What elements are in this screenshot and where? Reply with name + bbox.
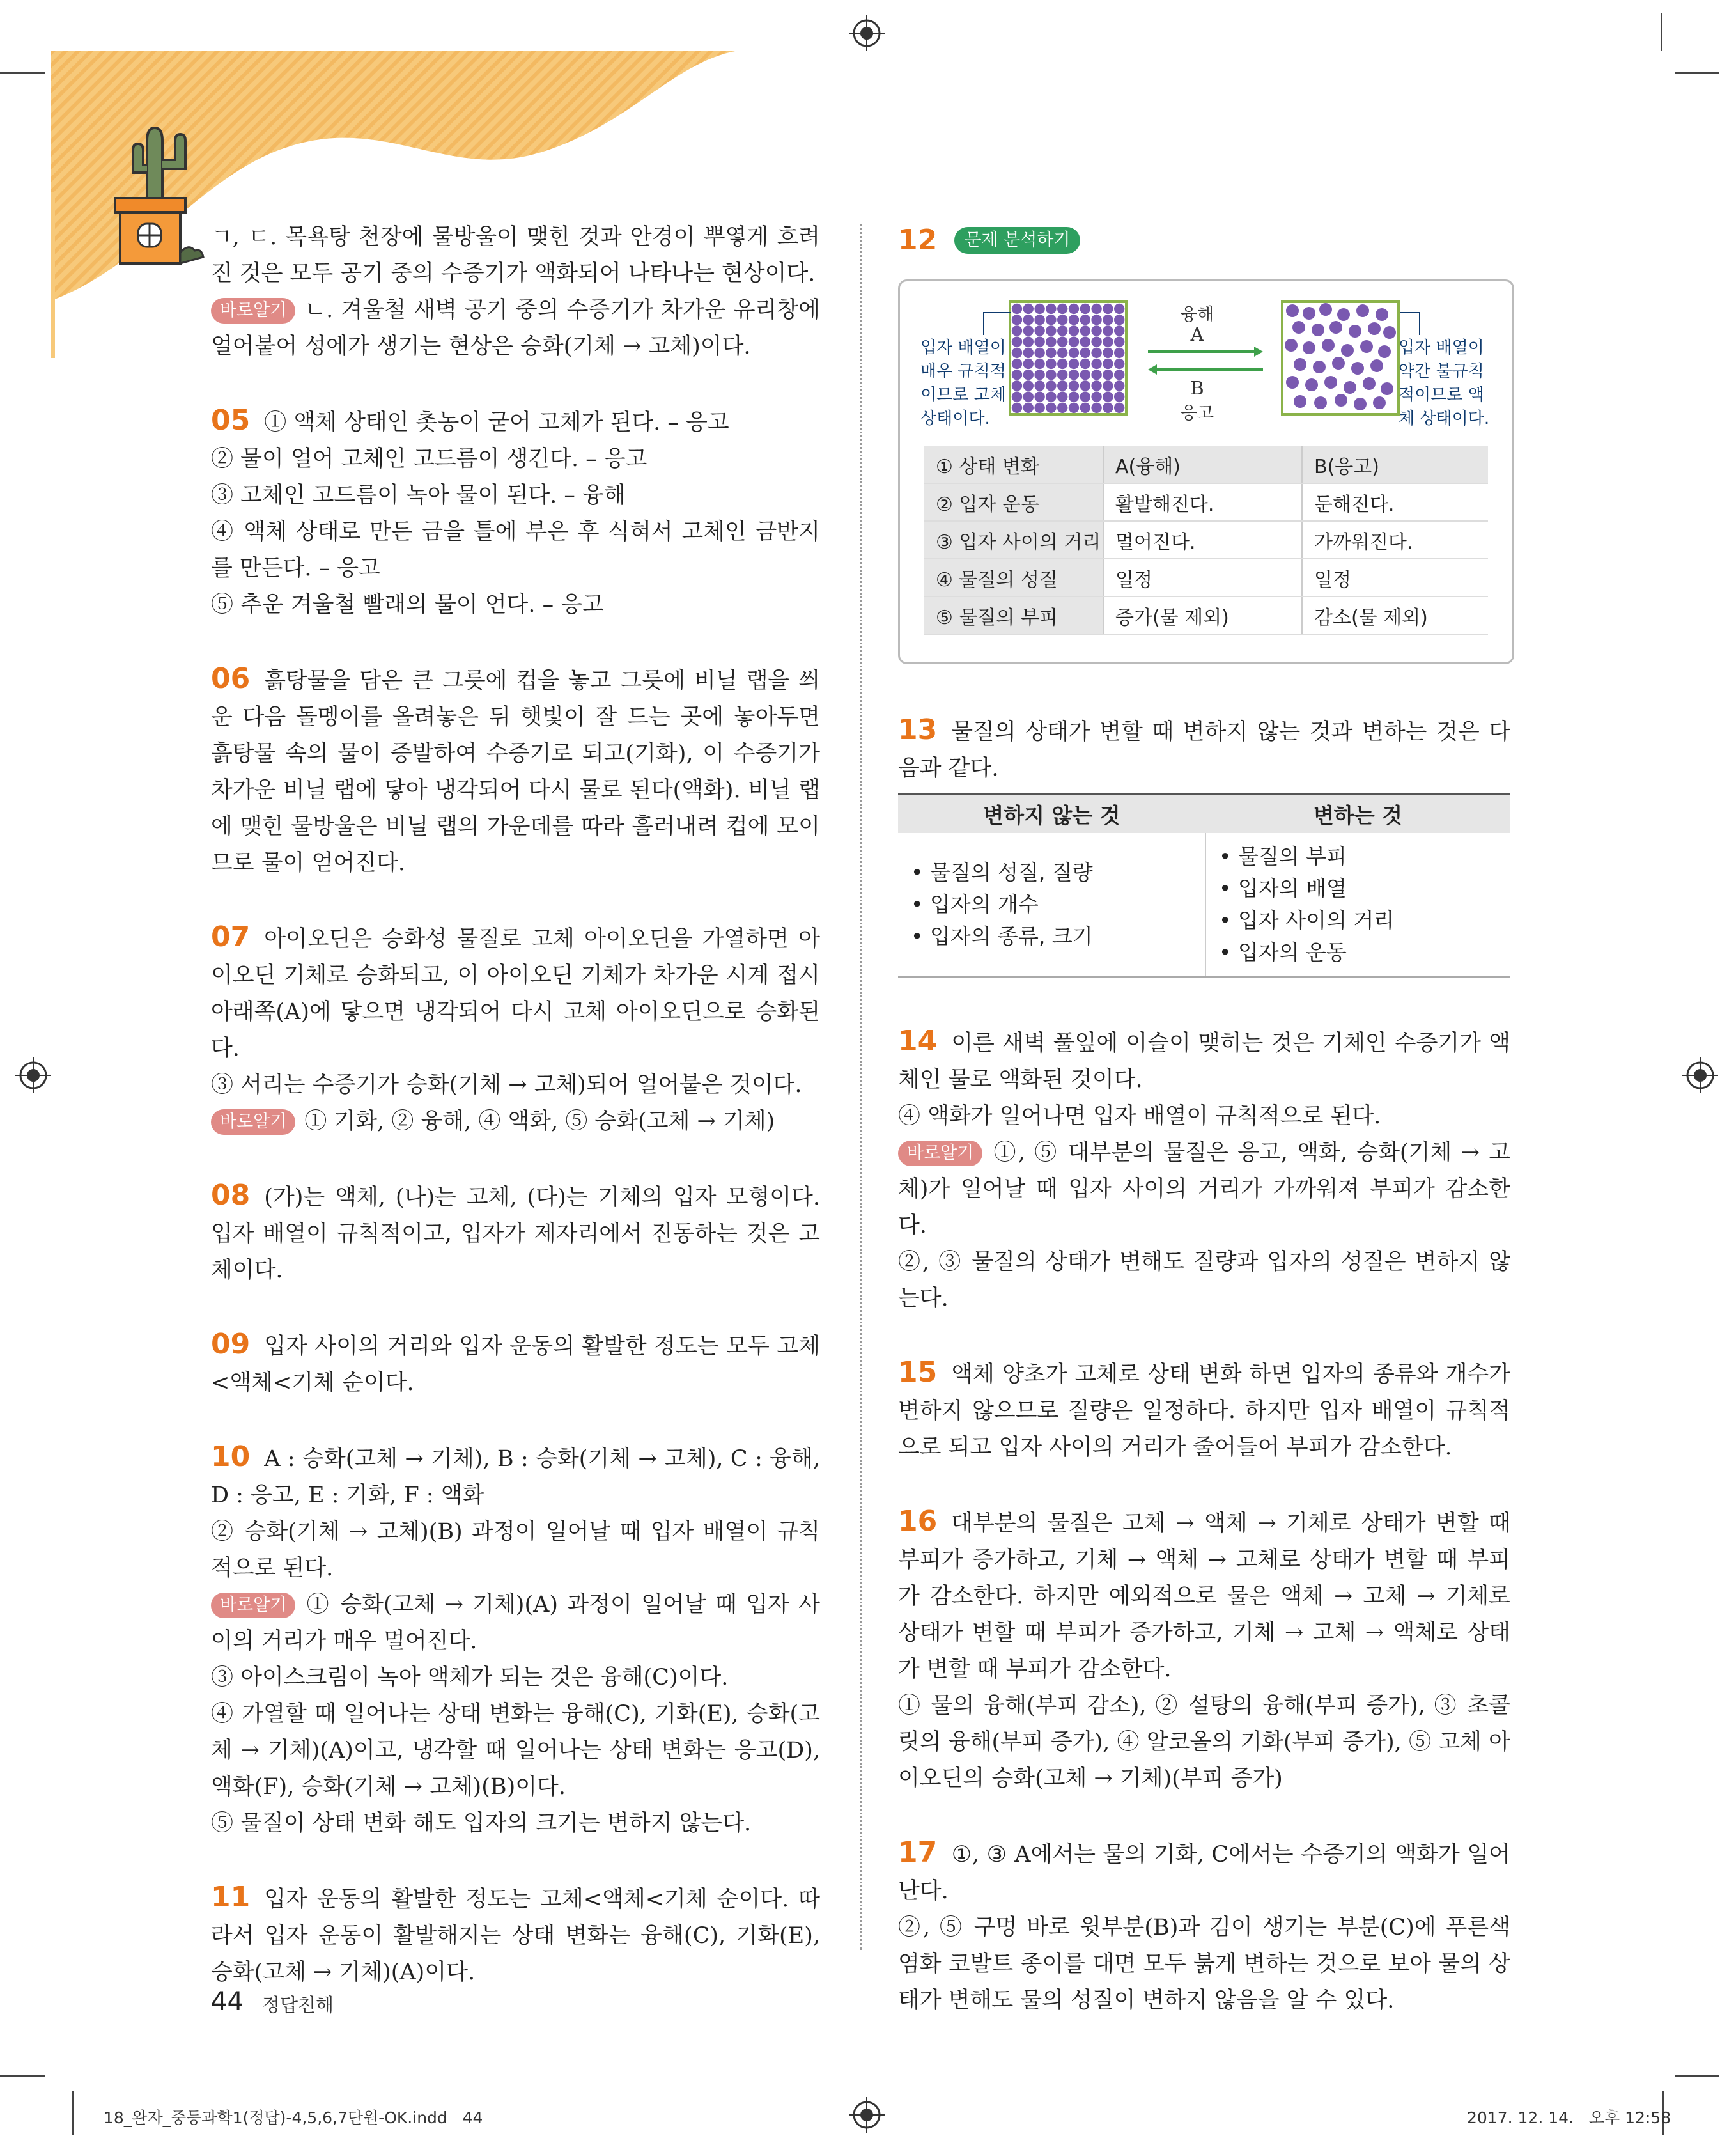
table-cell: 일정	[1103, 559, 1302, 596]
particle	[1313, 361, 1326, 373]
particle	[1114, 336, 1124, 347]
particle	[1091, 359, 1101, 369]
particle	[1069, 391, 1079, 402]
answer-text: 입자 사이의 거리와 입자 운동의 활발한 정도는 모두 고체<액체<기체 순이다.	[211, 1334, 820, 1396]
table-cell: 일정	[1302, 559, 1488, 596]
table-row	[924, 521, 1488, 559]
arrow-top-letter: A	[1190, 324, 1204, 345]
answer-11	[211, 1879, 820, 1991]
particle	[1332, 357, 1345, 370]
particle	[1012, 304, 1022, 314]
registration-mark-icon	[15, 1057, 51, 1093]
particle	[1080, 348, 1090, 358]
answer-text: 흙탕물을 담은 큰 그릇에 컵을 놓고 그릇에 비닐 랩을 씌운 다음 돌멩이를 올려놓은 뒤 햇빛이 잘 드는 곳에 놓아두면 흙탕물 속의 물이 증발하여 수증기로 되고(기화), 이 수증기가 차가운 비닐 랩에 닿아 냉각되어 다시 물로 된다(액화). 비닐 랩에 맺힌 물방울은 비닐 랩의 가운데를 따라 흘러내려 컵에 모이므로 물이 얻어진다.	[211, 668, 820, 876]
question-number: 07	[211, 921, 251, 953]
registration-mark-icon	[849, 15, 885, 51]
correction-badge: 바로알기	[211, 1109, 295, 1135]
answer-line: ④ 액화가 일어나면 입자 배열이 규칙적으로 된다.	[898, 1103, 1381, 1129]
particle	[1046, 359, 1056, 369]
particle	[1103, 315, 1113, 325]
answer-text: ①, ③ A에서는 물의 기화, C에서는 수증기의 액화가 일어난다.	[898, 1842, 1510, 1904]
answer-06	[211, 660, 820, 882]
correction-badge: 바로알기	[898, 1141, 982, 1166]
connector-line	[983, 312, 1011, 335]
particle	[1023, 380, 1034, 391]
answer-text: 물질의 상태가 변할 때 변하지 않는 것과 변하는 것은 다음과 같다.	[898, 719, 1510, 781]
answer-text: 이른 새벽 풀잎에 이슬이 맺히는 것은 기체인 수증기가 액체인 물로 액화된 것이다.	[898, 1031, 1510, 1093]
particle	[1349, 325, 1361, 338]
table-row	[924, 446, 1488, 483]
particle	[1381, 382, 1393, 395]
particle	[1080, 380, 1090, 391]
particle	[1057, 391, 1067, 402]
left-column	[211, 219, 820, 2028]
particle	[1286, 304, 1299, 317]
particle	[1046, 325, 1056, 336]
particle	[1103, 348, 1113, 358]
particle	[1023, 348, 1034, 358]
particle	[1292, 321, 1305, 334]
particle	[1363, 377, 1376, 390]
particle	[1335, 394, 1347, 407]
particle	[1303, 307, 1315, 320]
particle	[1103, 325, 1113, 336]
particle	[1057, 348, 1067, 358]
registration-mark-icon	[849, 2097, 885, 2133]
particle	[1103, 336, 1113, 347]
answer-text: (가)는 액체, (나)는 고체, (다)는 기체의 입자 모형이다. 입자 배열이 규칙적이고, 입자가 제자리에서 진동하는 것은 고체이다.	[211, 1185, 820, 1283]
particle	[1034, 403, 1044, 413]
particle	[1103, 380, 1113, 391]
particle	[1360, 340, 1373, 353]
particle	[1356, 304, 1369, 317]
answer-15	[898, 1354, 1510, 1466]
particle	[1103, 359, 1113, 369]
particle	[1012, 325, 1022, 336]
particle	[1329, 321, 1342, 334]
particle	[1314, 396, 1327, 409]
answer-17	[898, 1834, 1510, 2019]
particle	[1046, 380, 1056, 391]
list-item: • 입자의 운동	[1219, 940, 1347, 965]
particle	[1069, 370, 1079, 380]
table-cell: 활발해진다.	[1103, 483, 1302, 521]
right-column-lower	[898, 1023, 1510, 2056]
answer-line: ④ 가열할 때 일어나는 상태 변화는 융해(C), 기화(E), 승화(고체 → 기체)(A)이고, 냉각할 때 일어나는 상태 변화는 응고(D), 액화(F), 승화(기체 → 고체)(B)이다.	[211, 1701, 820, 1800]
particle	[1023, 315, 1034, 325]
answer-line: ⑤ 물질이 상태 변화 해도 입자의 크기는 변하지 않는다.	[211, 1811, 752, 1836]
particle	[1057, 380, 1067, 391]
particle	[1034, 370, 1044, 380]
arrow-top-label: 융해	[1180, 305, 1214, 325]
particle	[1080, 325, 1090, 336]
particle	[1324, 376, 1337, 389]
particle	[1383, 326, 1396, 339]
question-number: 09	[211, 1328, 251, 1361]
particle	[1080, 359, 1090, 369]
particle	[1057, 403, 1067, 413]
answer-line: ④ 액체 상태로 만든 금을 틀에 부은 후 식혀서 고체인 금반지를 만든다. – 응고	[211, 519, 820, 581]
particle	[1023, 304, 1034, 314]
cactus-icon	[109, 115, 205, 269]
particle	[1091, 403, 1101, 413]
particle	[1057, 370, 1067, 380]
question-number: 08	[211, 1179, 251, 1212]
particle	[1069, 359, 1079, 369]
correction-badge: 바로알기	[211, 298, 295, 324]
particle	[1080, 403, 1090, 413]
page-number: 44	[211, 1987, 244, 2016]
answer-09	[211, 1326, 820, 1401]
particle	[1012, 380, 1022, 391]
unchanged-list	[898, 833, 1205, 977]
right-column-q13	[898, 712, 1510, 787]
solid-particles	[1009, 300, 1128, 416]
arrow-left-icon	[1148, 363, 1263, 376]
particle	[1034, 348, 1044, 358]
particle	[1080, 315, 1090, 325]
particle	[1069, 315, 1079, 325]
particle	[1057, 336, 1067, 347]
particle	[1069, 380, 1079, 391]
particle	[1034, 391, 1044, 402]
particle	[1114, 359, 1124, 369]
answer-08	[211, 1177, 820, 1289]
change-comparison-table	[898, 793, 1510, 978]
answer-line: ① 액체 상태인 촛농이 굳어 고체가 된다. – 응고	[264, 410, 729, 435]
correction-badge: 바로알기	[211, 1593, 295, 1618]
answer-line: ③ 서리는 수증기가 승화(기체 → 고체)되어 얼어붙은 것이다.	[211, 1072, 802, 1098]
particle	[1023, 359, 1034, 369]
question-number: 13	[898, 713, 938, 746]
particle	[1114, 325, 1124, 336]
table-cell: 둔해진다.	[1302, 483, 1488, 521]
crop-mark	[1675, 72, 1719, 74]
particle	[1069, 403, 1079, 413]
particle	[1114, 348, 1124, 358]
particle	[1034, 336, 1044, 347]
particle	[1023, 403, 1034, 413]
question-number: 10	[211, 1440, 251, 1473]
particle	[1337, 308, 1350, 321]
particle	[1114, 370, 1124, 380]
particle	[1376, 308, 1388, 321]
particle	[1012, 336, 1022, 347]
table-cell: ③ 입자 사이의 거리	[924, 521, 1103, 559]
particle	[1091, 348, 1101, 358]
table-header: 변하지 않는 것	[898, 794, 1205, 834]
particle	[1351, 362, 1364, 375]
table-header: 변하는 것	[1205, 794, 1510, 834]
particle	[1046, 336, 1056, 347]
answer-line: ②, ③ 물질의 상태가 변해도 질량과 입자의 성질은 변하지 않는다.	[898, 1249, 1510, 1311]
arrow-right-icon	[1148, 345, 1263, 358]
list-item: • 입자의 개수	[911, 892, 1039, 917]
particle	[1080, 304, 1090, 314]
answer-16	[898, 1503, 1510, 1797]
answer-line: ① 승화(고체 → 기체)(A) 과정이 일어날 때 입자 사이의 거리가 매우 멀어진다.	[211, 1592, 820, 1654]
particle	[1091, 370, 1101, 380]
particle	[1114, 304, 1124, 314]
particle	[1370, 359, 1383, 372]
arrow-bottom-letter: B	[1190, 377, 1204, 399]
state-change-diagram	[898, 279, 1514, 664]
particle	[1091, 391, 1101, 402]
crop-mark	[1661, 13, 1662, 51]
particle	[1378, 345, 1391, 358]
table-cell: ② 입자 운동	[924, 483, 1103, 521]
solid-caption: 입자 배열이 매우 규칙적이므로 고체 상태이다.	[920, 338, 1006, 428]
table-cell: ① 상태 변화	[924, 446, 1103, 483]
list-item: • 입자의 종류, 크기	[911, 924, 1093, 949]
particle	[1103, 304, 1113, 314]
column-divider	[860, 224, 862, 1950]
question-number: 12	[898, 224, 938, 256]
answer-line: ③ 고체인 고드름이 녹아 물이 된다. – 융해	[211, 483, 626, 508]
answer-line: ① 물의 융해(부피 감소), ② 설탕의 융해(부피 증가), ③ 초콜릿의 융해(부피 증가), ④ 알코올의 기화(부피 증가), ⑤ 고체 아이오딘의 승화(고체 → 기체)(부피 증가)	[898, 1693, 1510, 1791]
particle	[1069, 325, 1079, 336]
analysis-badge: 문제 분석하기	[954, 227, 1080, 254]
answer-line: ② 승화(기체 → 고체)(B) 과정이 일어날 때 입자 배열이 규칙적으로 된다.	[211, 1519, 820, 1581]
particle	[1069, 304, 1079, 314]
particle	[1023, 391, 1034, 402]
particle	[1103, 403, 1113, 413]
table-cell: 증가(물 제외)	[1103, 596, 1302, 634]
particle	[1114, 380, 1124, 391]
answer-line: ②, ⑤ 구멍 바로 윗부분(B)과 김이 생기는 부분(C)에 푸른색 염화 코발트 종이를 대면 모두 붉게 변하는 것으로 보아 물의 상태가 변해도 물의 성질이 변하지 않음을 알 수 있다.	[898, 1915, 1510, 2013]
liquid-particles	[1281, 300, 1400, 416]
particle	[1373, 396, 1386, 409]
state-change-table	[924, 446, 1488, 635]
particle	[1322, 339, 1335, 352]
particle	[1012, 359, 1022, 369]
particle	[1080, 370, 1090, 380]
particle	[1034, 325, 1044, 336]
particle	[1368, 322, 1381, 335]
crop-mark	[0, 2075, 45, 2077]
table-cell: 가까워진다.	[1302, 521, 1488, 559]
particle	[1114, 391, 1124, 402]
particle	[1069, 348, 1079, 358]
particle	[1046, 304, 1056, 314]
particle	[1046, 348, 1056, 358]
arrow-bottom-label: 응고	[1180, 403, 1214, 423]
answer-10	[211, 1439, 820, 1842]
particle	[1294, 395, 1306, 408]
particle	[1057, 359, 1067, 369]
question-number: 16	[898, 1505, 938, 1538]
particle	[1023, 370, 1034, 380]
list-item: • 입자의 배열	[1219, 876, 1347, 901]
registration-mark-icon	[1682, 1057, 1718, 1093]
particle	[1091, 336, 1101, 347]
particle	[1034, 304, 1044, 314]
particle	[1080, 336, 1090, 347]
particle	[1012, 391, 1022, 402]
particle	[1114, 315, 1124, 325]
answer-text: ㄱ, ㄷ. 목욕탕 천장에 물방울이 맺힌 것과 안경이 뿌옇게 흐려진 것은 모두 공기 중의 수증기가 액화되어 나타나는 현상이다.	[211, 224, 820, 286]
answer-line: ② 물이 얼어 고체인 고드름이 생긴다. – 응고	[211, 446, 647, 472]
particle	[1114, 403, 1124, 413]
particle	[1303, 341, 1315, 354]
changed-list	[1205, 833, 1510, 977]
answer-line: ⑤ 추운 겨울철 빨래의 물이 언다. – 응고	[211, 592, 604, 618]
answer-line: ③ 아이스크림이 녹아 액체가 되는 것은 융해(C)이다.	[211, 1665, 729, 1690]
particle	[1034, 380, 1044, 391]
table-row	[924, 483, 1488, 521]
particle	[1312, 324, 1324, 336]
question-number: 06	[211, 662, 251, 695]
answer-text: 입자 운동의 활발한 정도는 고체<액체<기체 순이다. 따라서 입자 운동이 활발해지는 상태 변화는 융해(C), 기화(E), 승화(고체 → 기체)(A)이다.	[211, 1887, 820, 1985]
particle	[1046, 403, 1056, 413]
particle	[1091, 304, 1101, 314]
answer-text: A : 승화(고체 → 기체), B : 승화(기체 → 고체), C : 융해, D : 응고, E : 기화, F : 액화	[211, 1446, 820, 1508]
particle	[1046, 370, 1056, 380]
table-row	[924, 559, 1488, 596]
list-item: • 입자 사이의 거리	[1219, 908, 1395, 933]
particle	[1091, 380, 1101, 391]
question-number: 14	[898, 1025, 938, 1057]
list-item: • 물질의 부피	[1219, 844, 1347, 869]
question-number: 11	[211, 1881, 251, 1914]
particle	[1046, 391, 1056, 402]
particle	[1012, 403, 1022, 413]
print-date: 2017. 12. 14. 오후 12:58	[1467, 2109, 1671, 2127]
answer-07	[211, 919, 820, 1140]
answer-line: ① 기화, ② 융해, ④ 액화, ⑤ 승화(고체 → 기체)	[304, 1109, 775, 1134]
particle	[1012, 348, 1022, 358]
answer-intro	[211, 219, 820, 365]
particle	[1057, 315, 1067, 325]
particle	[1294, 358, 1306, 371]
particle	[1319, 303, 1332, 316]
particle	[1080, 391, 1090, 402]
particle	[1091, 315, 1101, 325]
question-number: 15	[898, 1356, 938, 1389]
particle	[1286, 376, 1299, 389]
particle	[1305, 378, 1318, 391]
particle	[1057, 304, 1067, 314]
list-item: • 물질의 성질, 질량	[911, 860, 1093, 885]
crop-mark	[72, 2091, 74, 2135]
particle	[1344, 381, 1356, 394]
answer-text: ㄴ. 겨울철 새벽 공기 중의 수증기가 차가운 유리창에 얼어붙어 성에가 생기는 현상은 승화(기체 → 고체)이다.	[211, 297, 820, 359]
particle	[1023, 336, 1034, 347]
particle	[1103, 391, 1113, 402]
particle	[1091, 325, 1101, 336]
particle	[1285, 339, 1298, 352]
answer-05	[211, 402, 820, 623]
table-row	[924, 596, 1488, 634]
page-label: 정답친해	[262, 1994, 334, 2016]
crop-mark	[1675, 2075, 1719, 2077]
particle	[1341, 344, 1354, 357]
particle	[1046, 315, 1056, 325]
answer-14	[898, 1023, 1510, 1317]
particle	[1012, 370, 1022, 380]
connector-line	[1400, 312, 1420, 335]
file-info: 18_완자_중등과학1(정답)-4,5,6,7단원-OK.indd 44	[104, 2109, 483, 2127]
particle	[1012, 315, 1022, 325]
answer-12-header	[898, 224, 1080, 256]
table-cell: 멀어진다.	[1103, 521, 1302, 559]
table-cell: ⑤ 물질의 부피	[924, 596, 1103, 634]
table-cell: B(응고)	[1302, 446, 1488, 483]
particle	[1069, 336, 1079, 347]
particle	[1354, 398, 1367, 410]
question-number: 17	[898, 1836, 938, 1869]
table-cell: ④ 물질의 성질	[924, 559, 1103, 596]
table-cell: 감소(물 제외)	[1302, 596, 1488, 634]
particle	[1034, 359, 1044, 369]
answer-text: 아이오딘은 승화성 물질로 고체 아이오딘을 가열하면 아이오딘 기체로 승화되고, 이 아이오딘 기체가 차가운 시계 접시 아래쪽(A)에 닿으면 냉각되어 다시 고체 아이오딘으로 승화된다.	[211, 926, 820, 1061]
answer-line: ①, ⑤ 대부분의 물질은 응고, 액화, 승화(기체 → 고체)가 일어날 때 입자 사이의 거리가 가까워져 부피가 감소한다.	[898, 1140, 1510, 1238]
particle	[1034, 315, 1044, 325]
liquid-caption: 입자 배열이 약간 불규칙적이므로 액체 상태이다.	[1399, 338, 1490, 428]
particle	[1103, 370, 1113, 380]
table-cell: A(융해)	[1103, 446, 1302, 483]
particle	[1023, 325, 1034, 336]
answer-text: 액체 양초가 고체로 상태 변화 하면 입자의 종류와 개수가 변하지 않으므로 질량은 일정하다. 하지만 입자 배열이 규칙적으로 되고 입자 사이의 거리가 줄어들어 부피가 감소한다.	[898, 1362, 1510, 1460]
answer-text: 대부분의 물질은 고체 → 액체 → 기체로 상태가 변할 때 부피가 증가하고, 기체 → 액체 → 고체로 상태가 변할 때 부피가 감소한다. 하지만 예외적으로 물은 액체 → 고체 → 기체로 상태가 변할 때 부피가 증가하고, 기체 → 고체 → 액체로 상태가 변할 때 부피가 감소한다.	[898, 1511, 1510, 1682]
question-number: 05	[211, 404, 251, 437]
particle	[1057, 325, 1067, 336]
